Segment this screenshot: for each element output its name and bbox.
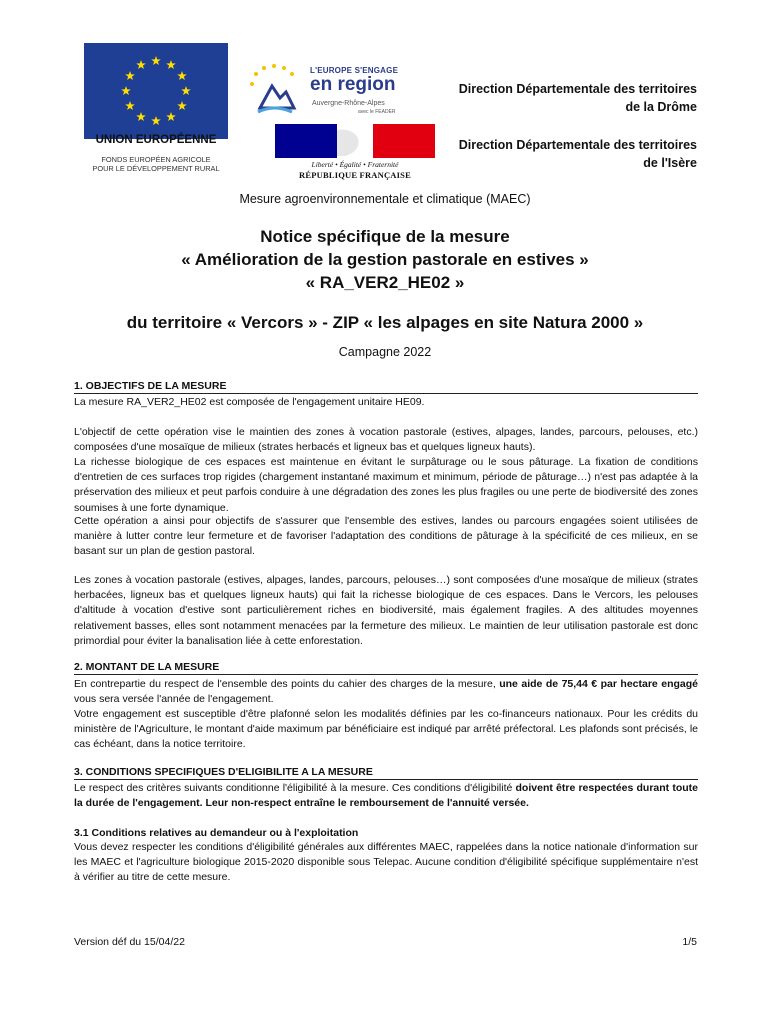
version-footer: Version déf du 15/04/22 [74,936,185,948]
document-type: Mesure agroenvironnementale et climatique (MAEC) [239,192,531,206]
campaign-year: Campagne 2022 [338,345,432,359]
section-heading-conditions: 3. CONDITIONS SPECIFIQUES D'ELIGIBILITE A LA MESURE [74,766,698,780]
region-slogan: L'EUROPE S'ENGAGE [310,66,399,75]
direction-drome: Direction Départementale des territoires de la Drôme [458,82,697,114]
eu-fund-text: FONDS EUROPÉEN AGRICOLE POUR LE DÉVELOPPEMENT RURAL [92,155,220,173]
direction-isere: Direction Départementale des territoires de l'Isère [458,138,697,170]
paragraph: La richesse biologique de ces espaces est maintenue en évitant le surpâturage ou le sous pâturage. La fixation de conditions d'entretien de ces surfaces trop rigides (chargement instantané maximum et minimum, période de pâturage…) n'est pas adaptée à la préservation des milieux et peut parfois conduire à une dégradation des zones les plus fragiles ou une perte de biodiversité des zones soumises à une forte dynamique. [74,456,698,514]
region-stars-icon [248,64,298,120]
rf-name: RÉPUBLIQUE FRANÇAISE [299,170,411,180]
paragraph: Les zones à vocation pastorale (estives, alpages, landes, parcours, pelouses…) sont composées d'une mosaïque de milieux (strates herbacées, ligneux bas et quelques ligneux hauts) qui fait la richesse biologique de ces espaces. Dans le Vercors, les pelouses d'altitude à vocation d'estive sont particulièrement riches en biodiversité, mais également fragiles. A des altitudes moyennes relativement basses, elles sont notamment menacées par la fermeture des milieux. Le maintien de leur utilisation pastorale est donc primordial pour éviter la banalisation liée à cette enforestation. [74,574,698,647]
page-number: 1/5 [682,936,697,948]
paragraph: Votre engagement est susceptible d'être plafonné selon les modalités définies par les co-financeurs nationaux. Pour les crédits du ministère de l'Agriculture, le montant d'aide maximum par bénéficiaire est indiqué par arrêté préfectoral. Les plafonds sont précisés, le cas échéant, dans la notice territoire. [74,708,698,751]
paragraph-eligibility: Le respect des critères suivants conditionne l'éligibilité à la mesure. Ces conditions d'éligibilité doivent être respectées durant toute la durée de l'engagement. Leur non-respect entraîne le remboursement de l'annuité versée. [74,782,698,810]
page-title-measure: « Amélioration de la gestion pastorale en estives » [181,250,589,269]
region-name: en region [310,74,396,95]
paragraph: Vous devez respecter les conditions d'éligibilité générales aux différentes MAEC, rappelées dans la notice nationale d'information sur les MAEC et l'agriculture biologique 2015-2020 disponible sous Telepac. Aucune condition d'éligibilité spécifique supplémentaire n'est à vérifier au titre de cette mesure. [74,841,698,884]
region-feader: avec le FEADER [358,109,396,115]
paragraph: La mesure RA_VER2_HE02 est composée de l'engagement unitaire HE09. [74,396,425,408]
paragraph: L'objectif de cette opération vise le maintien des zones à vocation pastorale (estives, alpages, landes, parcours, pelouses, etc.) composées d'une mosaïque de milieux (strates herbacés et ligneux bas et quelques ligneux hauts). [74,426,698,454]
section-heading-objectifs: 1. OBJECTIFS DE LA MESURE [74,380,698,394]
territory-subtitle: du territoire « Vercors » - ZIP « les alpages en site Natura 2000 » [126,313,644,332]
page-title-code: « RA_VER2_HE02 » [305,273,465,292]
aid-amount: une aide de 75,44 € par hectare engagé [499,678,698,690]
page-title: Notice spécifique de la mesure [260,227,510,246]
subsection-heading: 3.1 Conditions relatives au demandeur ou à l'exploitation [74,827,359,839]
paragraph-amount: En contrepartie du respect de l'ensemble des points du cahier des charges de la mesure, une aide de 75,44 € par hectare engagé vous sera versée l'année de l'engagement. [74,678,698,706]
rf-motto: Liberté • Égalité • Fraternité [311,160,399,169]
section-heading-montant: 2. MONTANT DE LA MESURE [74,661,698,675]
eu-title: UNION EUROPÉENNE [95,134,217,146]
region-area: Auvergne-Rhône-Alpes [312,100,385,107]
eu-flag-logo [84,43,228,139]
paragraph: Cette opération a ainsi pour objectifs de s'assurer que l'ensemble des estives, landes ou parcours engagées soient utilisées de manière à lutter contre leur fermeture et de favoriser l'adaptation des conditions de pâturage à la spécificité de ces milieux, en se basant sur un plan de gestion pastoral. [74,515,698,558]
